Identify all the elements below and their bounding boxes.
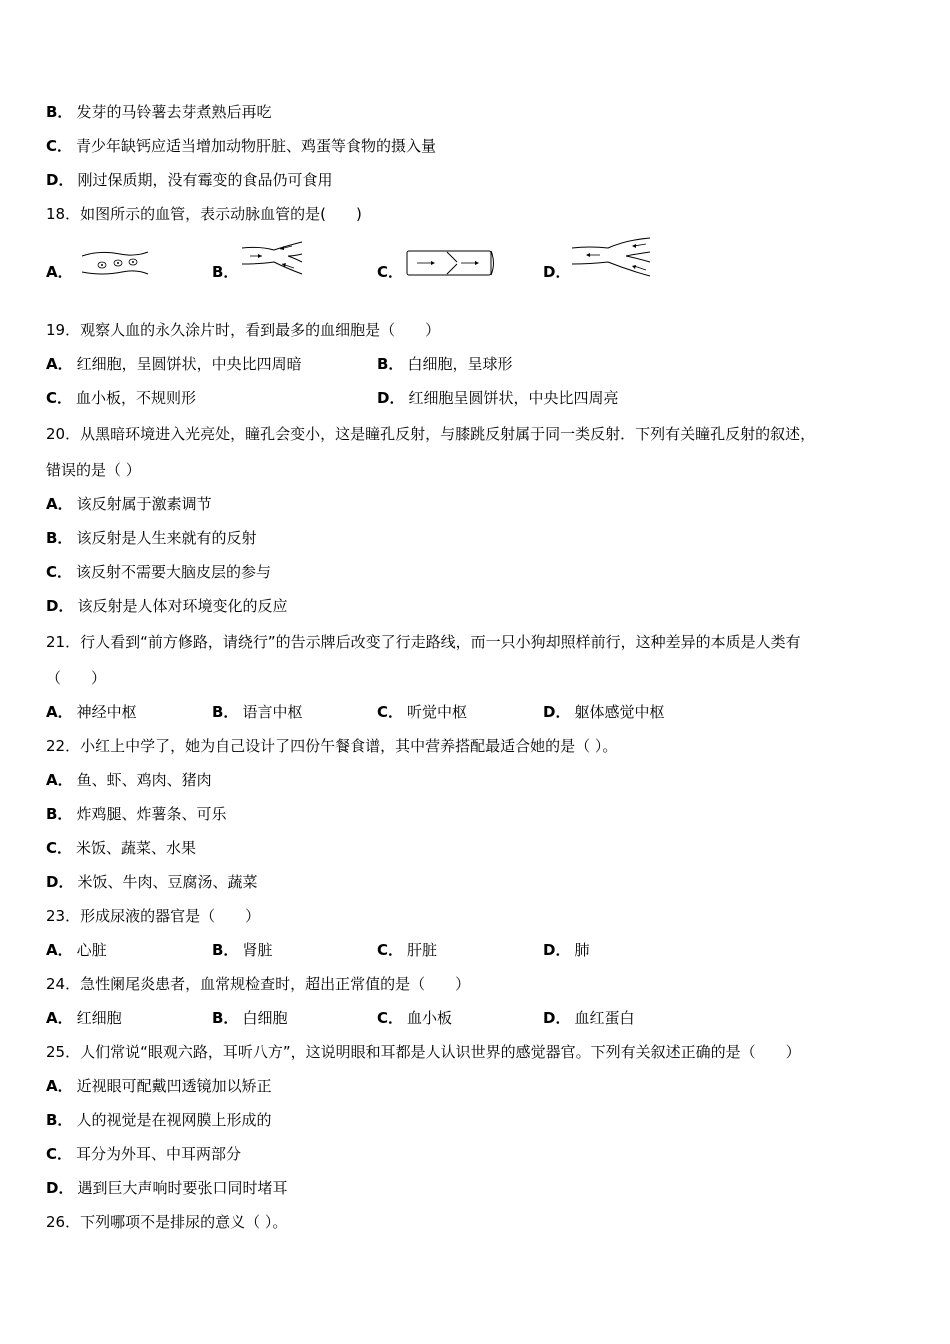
q20-option-c: C． 该反射不需要大脑皮层的参与 xyxy=(46,563,272,581)
q22-option-a: A． 鱼、虾、鸡肉、猪肉 xyxy=(46,771,212,789)
q21-option-d: D． 躯体感觉中枢 xyxy=(543,703,665,721)
q19-option-d: D． 红细胞呈圆饼状，中央比四周亮 xyxy=(377,389,619,407)
q25-option-b: B． 人的视觉是在视网膜上形成的 xyxy=(46,1111,272,1129)
q19-options-row1 xyxy=(0,354,950,374)
q23-option-a: A． 心脏 xyxy=(46,941,107,959)
q19-option-c: C． 血小板，不规则形 xyxy=(46,389,197,407)
q21-option-c: C． 听觉中枢 xyxy=(377,703,468,721)
q19-option-b: B． 白细胞，呈球形 xyxy=(377,355,513,373)
q21-options-row xyxy=(0,702,950,722)
q18-figure-c-vein-with-valve xyxy=(405,248,497,278)
q24-option-a: A． 红细胞 xyxy=(46,1009,122,1027)
q21-option-a: A． 神经中枢 xyxy=(46,703,137,721)
q18-figure-d-diverging-vessel xyxy=(570,234,654,280)
q23-option-b: B． 肾脏 xyxy=(212,941,273,959)
q20-option-a: A． 该反射属于激素调节 xyxy=(46,495,212,513)
q24-option-d: D． 血红蛋白 xyxy=(543,1009,635,1027)
q19-stem: 19．观察人血的永久涂片时，看到最多的血细胞是（ ） xyxy=(46,321,441,339)
q25-option-d: D． 遇到巨大声响时要张口同时堵耳 xyxy=(46,1179,288,1197)
q23-stem: 23．形成尿液的器官是（ ） xyxy=(46,907,261,925)
q17-option-d: D． 刚过保质期，没有霉变的食品仍可食用 xyxy=(46,171,333,189)
q18-figure-b-converging-vessel xyxy=(240,238,306,280)
q22-option-b: B． 炸鸡腿、炸薯条、可乐 xyxy=(46,805,227,823)
q23-options-row xyxy=(0,940,950,960)
q26-stem: 26．下列哪项不是排尿的意义（ ）。 xyxy=(46,1213,288,1231)
q18-option-c-label: C． xyxy=(377,263,404,281)
q23-option-c: C． 肝脏 xyxy=(377,941,438,959)
q20-option-b: B． 该反射是人生来就有的反射 xyxy=(46,529,257,547)
q18-figure-a-capillary xyxy=(80,248,150,280)
q25-option-c: C． 耳分为外耳、中耳两部分 xyxy=(46,1145,242,1163)
q18-option-a-label: A． xyxy=(46,263,73,281)
q20-stem-line1: 20．从黑暗环境进入光亮处，瞳孔会变小，这是瞳孔反射，与膝跳反射属于同一类反射．下列有关瞳孔反射的叙述， xyxy=(46,425,816,443)
q24-option-c: C． 血小板 xyxy=(377,1009,453,1027)
q18-stem: 18．如图所示的血管，表示动脉血管的是( ) xyxy=(46,205,362,223)
q21-stem-line1: 21．行人看到“前方修路，请绕行”的告示牌后改变了行走路线，而一只小狗却照样前行，这种差异的本质是人类有 xyxy=(46,633,801,651)
q22-option-c: C． 米饭、蔬菜、水果 xyxy=(46,839,197,857)
q19-option-a: A． 红细胞，呈圆饼状，中央比四周暗 xyxy=(46,355,302,373)
q17-option-c: C． 青少年缺钙应适当增加动物肝脏、鸡蛋等食物的摄入量 xyxy=(46,137,437,155)
q22-option-d: D． 米饭、牛肉、豆腐汤、蔬菜 xyxy=(46,873,258,891)
q24-stem: 24．急性阑尾炎患者，血常规检查时，超出正常值的是（ ） xyxy=(46,975,471,993)
q20-stem-line2: 错误的是（ ） xyxy=(46,461,141,479)
q22-stem: 22．小红上中学了，她为自己设计了四份午餐食谱，其中营养搭配最适合她的是（ ）。 xyxy=(46,737,618,755)
q18-option-b-label: B． xyxy=(212,263,239,281)
q25-option-a: A． 近视眼可配戴凹透镜加以矫正 xyxy=(46,1077,272,1095)
q23-option-d: D． 肺 xyxy=(543,941,590,959)
q21-stem-line2: （ ） xyxy=(46,669,107,687)
q18-option-d-label: D． xyxy=(543,263,571,281)
q20-option-d: D． 该反射是人体对环境变化的反应 xyxy=(46,597,288,615)
q19-options-row2 xyxy=(0,388,950,408)
q21-option-b: B． 语言中枢 xyxy=(212,703,303,721)
q24-option-b: B． 白细胞 xyxy=(212,1009,288,1027)
q25-stem: 25．人们常说“眼观六路，耳听八方”，这说明眼和耳都是人认识世界的感觉器官。下列有关叙述正确的是（ ） xyxy=(46,1043,801,1061)
q17-option-b: B． 发芽的马铃薯去芽煮熟后再吃 xyxy=(46,103,272,121)
q24-options-row xyxy=(0,1008,950,1028)
